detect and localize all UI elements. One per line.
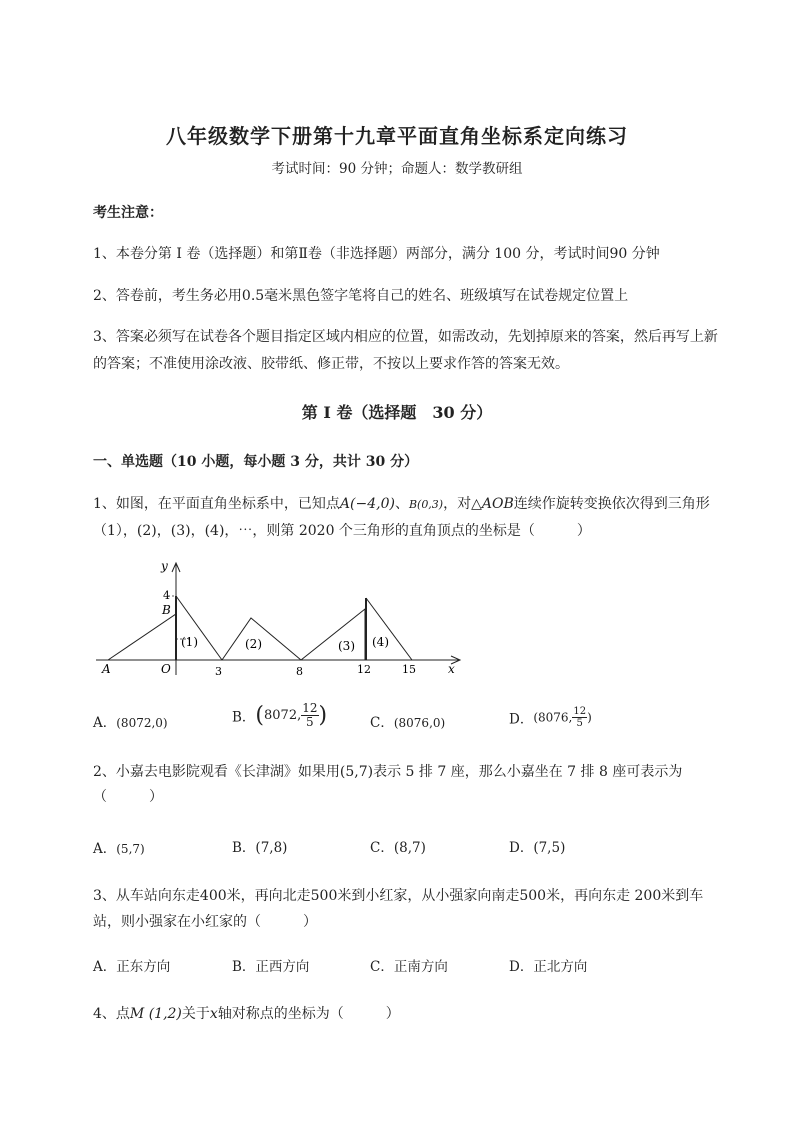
- point-a: A(−4,0): [339, 496, 395, 512]
- q2-pair: (5,7): [339, 764, 374, 780]
- fraction-denominator: 5: [306, 715, 314, 729]
- question-2-line-2: （ ）: [93, 789, 163, 805]
- option-d-x: (8076,: [533, 710, 573, 725]
- q4-point: M (1,2): [129, 1006, 182, 1022]
- tick-label-4: 4: [163, 589, 170, 602]
- q2-text-a: 2、小嘉去电影院观看《长津湖》如果用: [93, 764, 340, 780]
- notice-item-3: 3、答案必须写在试卷各个题目指定区域内相应的位置，如需改动，先划掉原来的答案，然后再写上新: [93, 329, 718, 345]
- option-d-value: (7,5): [533, 840, 566, 856]
- q4-text-c: 轴对称点的坐标为（ ）: [217, 1006, 400, 1022]
- page-title: 八年级数学下册第十九章平面直角坐标系定向练习: [166, 124, 628, 148]
- option-b-fraction: [301, 702, 318, 729]
- question-3-line-2: 站，则小强家在小红家的（ ）: [93, 914, 317, 930]
- point-b-label: B: [162, 603, 171, 617]
- q1-sep: 、: [394, 496, 409, 512]
- q3-option-c[interactable]: [370, 955, 448, 975]
- triangle-4-label: (4): [372, 635, 389, 649]
- fraction-denominator: 5: [576, 718, 583, 729]
- q4-text-b: 关于: [181, 1006, 210, 1022]
- q2-text-b: 表示 5 排 7 座，那么小嘉坐在 7 排 8 座可表示为: [373, 764, 683, 780]
- y-axis-label: y: [161, 559, 168, 573]
- option-c-value: (8,7): [393, 840, 426, 856]
- q1-option-d[interactable]: [509, 706, 592, 729]
- option-b-label: B．: [232, 709, 256, 726]
- option-a-label: A．: [93, 959, 117, 975]
- x-axis-label: x: [448, 662, 455, 676]
- option-c-value: 正南方向: [393, 959, 448, 975]
- option-a-value: (8072,0): [116, 716, 168, 730]
- q2-option-b[interactable]: [232, 836, 287, 856]
- option-b-label: B．: [232, 840, 256, 856]
- option-a-label: A．: [93, 841, 117, 857]
- triangle-aob: △AOB: [471, 496, 514, 512]
- triangle-2-label: (2): [245, 637, 262, 651]
- point-b: B(0,3): [408, 498, 444, 511]
- option-a-value: 正东方向: [116, 959, 171, 975]
- tick-label-8: 8: [296, 665, 303, 678]
- q1-text-b: ，对: [443, 496, 472, 512]
- question-1-line-1: [93, 493, 710, 513]
- part-heading: 一、单选题（10 小题，每小题 3 分，共计 30 分）: [93, 454, 419, 470]
- option-b-value: 正西方向: [255, 959, 310, 975]
- option-c-label: C．: [370, 959, 394, 975]
- q1-coordinate-figure: [88, 555, 468, 680]
- q2-option-d[interactable]: [509, 836, 565, 856]
- option-c-value: (8076,0): [393, 716, 446, 730]
- question-2-line-1: [93, 761, 682, 781]
- q1-text-a: 1、如图，在平面直角坐标系中，已知点: [93, 496, 340, 512]
- question-3-line-1: 3、从车站向东走400米，再向北走500米到小红家，从小强家向南走500米，再向东走 200米到车: [93, 888, 704, 904]
- q4-axis: x: [209, 1006, 218, 1022]
- fraction-numerator: 12: [573, 706, 587, 717]
- option-c-label: C．: [370, 715, 394, 731]
- option-a-label: A．: [93, 715, 117, 731]
- q3-option-d[interactable]: [509, 955, 587, 975]
- triangle-3-shape: [301, 609, 365, 660]
- notice-item-3-cont: 的答案；不准使用涂改液、胶带纸、修正带，不按以上要求作答的答案无效。: [93, 356, 569, 372]
- option-d-label: D．: [509, 711, 534, 728]
- option-d-value: 正北方向: [533, 959, 588, 975]
- option-a-value: (5,7): [116, 842, 145, 856]
- point-a-label: A: [102, 662, 111, 676]
- q3-option-b[interactable]: [232, 955, 309, 975]
- option-d-close: ): [587, 710, 592, 725]
- option-b-label: B．: [232, 959, 256, 975]
- q2-option-c[interactable]: [370, 836, 426, 856]
- triangle-1-shape: [176, 596, 222, 660]
- option-c-label: C．: [370, 840, 394, 856]
- option-d-label: D．: [509, 959, 534, 975]
- q4-text-a: 4、点: [93, 1006, 130, 1022]
- question-1-line-2: （1），(2)，(3)，(4)，⋯，则第 2020 个三角形的直角顶点的坐标是（ ）: [93, 523, 591, 539]
- triangle-4-hyp: [366, 598, 412, 660]
- q1-option-c[interactable]: [370, 711, 445, 731]
- notice-heading: 考生注意：: [93, 205, 163, 221]
- triangle-aob-shape: [108, 614, 176, 660]
- triangle-1-label: (1): [181, 635, 198, 649]
- tick-label-12: 12: [357, 663, 371, 676]
- origin-label: O: [161, 662, 171, 676]
- option-d-fraction: [572, 706, 587, 729]
- q3-option-a[interactable]: [93, 955, 170, 975]
- fraction-numerator: 12: [302, 701, 318, 715]
- option-b-value: (7,8): [255, 840, 288, 856]
- q2-option-a[interactable]: [93, 837, 145, 857]
- q1-option-a[interactable]: [93, 711, 168, 731]
- triangle-3-label: (3): [338, 639, 355, 653]
- option-b-x: 8072,: [264, 708, 302, 723]
- q1-text-c: 连续作旋转变换依次得到三角形: [513, 496, 710, 512]
- tick-label-3: 3: [215, 665, 222, 678]
- notice-item-2: 2、答卷前，考生务必用0.5毫米黑色签字笔将自己的姓名、班级填写在试卷规定位置上: [93, 288, 629, 304]
- section-title: 第 I 卷（选择题 30 分）: [301, 403, 493, 422]
- q1-option-b[interactable]: [232, 702, 327, 729]
- paren-close: ): [318, 703, 328, 728]
- option-d-label: D．: [509, 840, 534, 856]
- question-4-line-1: [93, 1003, 400, 1023]
- paren-open: (: [255, 703, 265, 728]
- notice-item-1: 1、本卷分第 I 卷（选择题）和第Ⅱ卷（非选择题）两部分，满分 100 分，考试时间90 分钟: [93, 246, 660, 262]
- tick-label-15: 15: [402, 663, 416, 676]
- exam-info: 考试时间：90 分钟；命题人：数学教研组: [271, 161, 523, 177]
